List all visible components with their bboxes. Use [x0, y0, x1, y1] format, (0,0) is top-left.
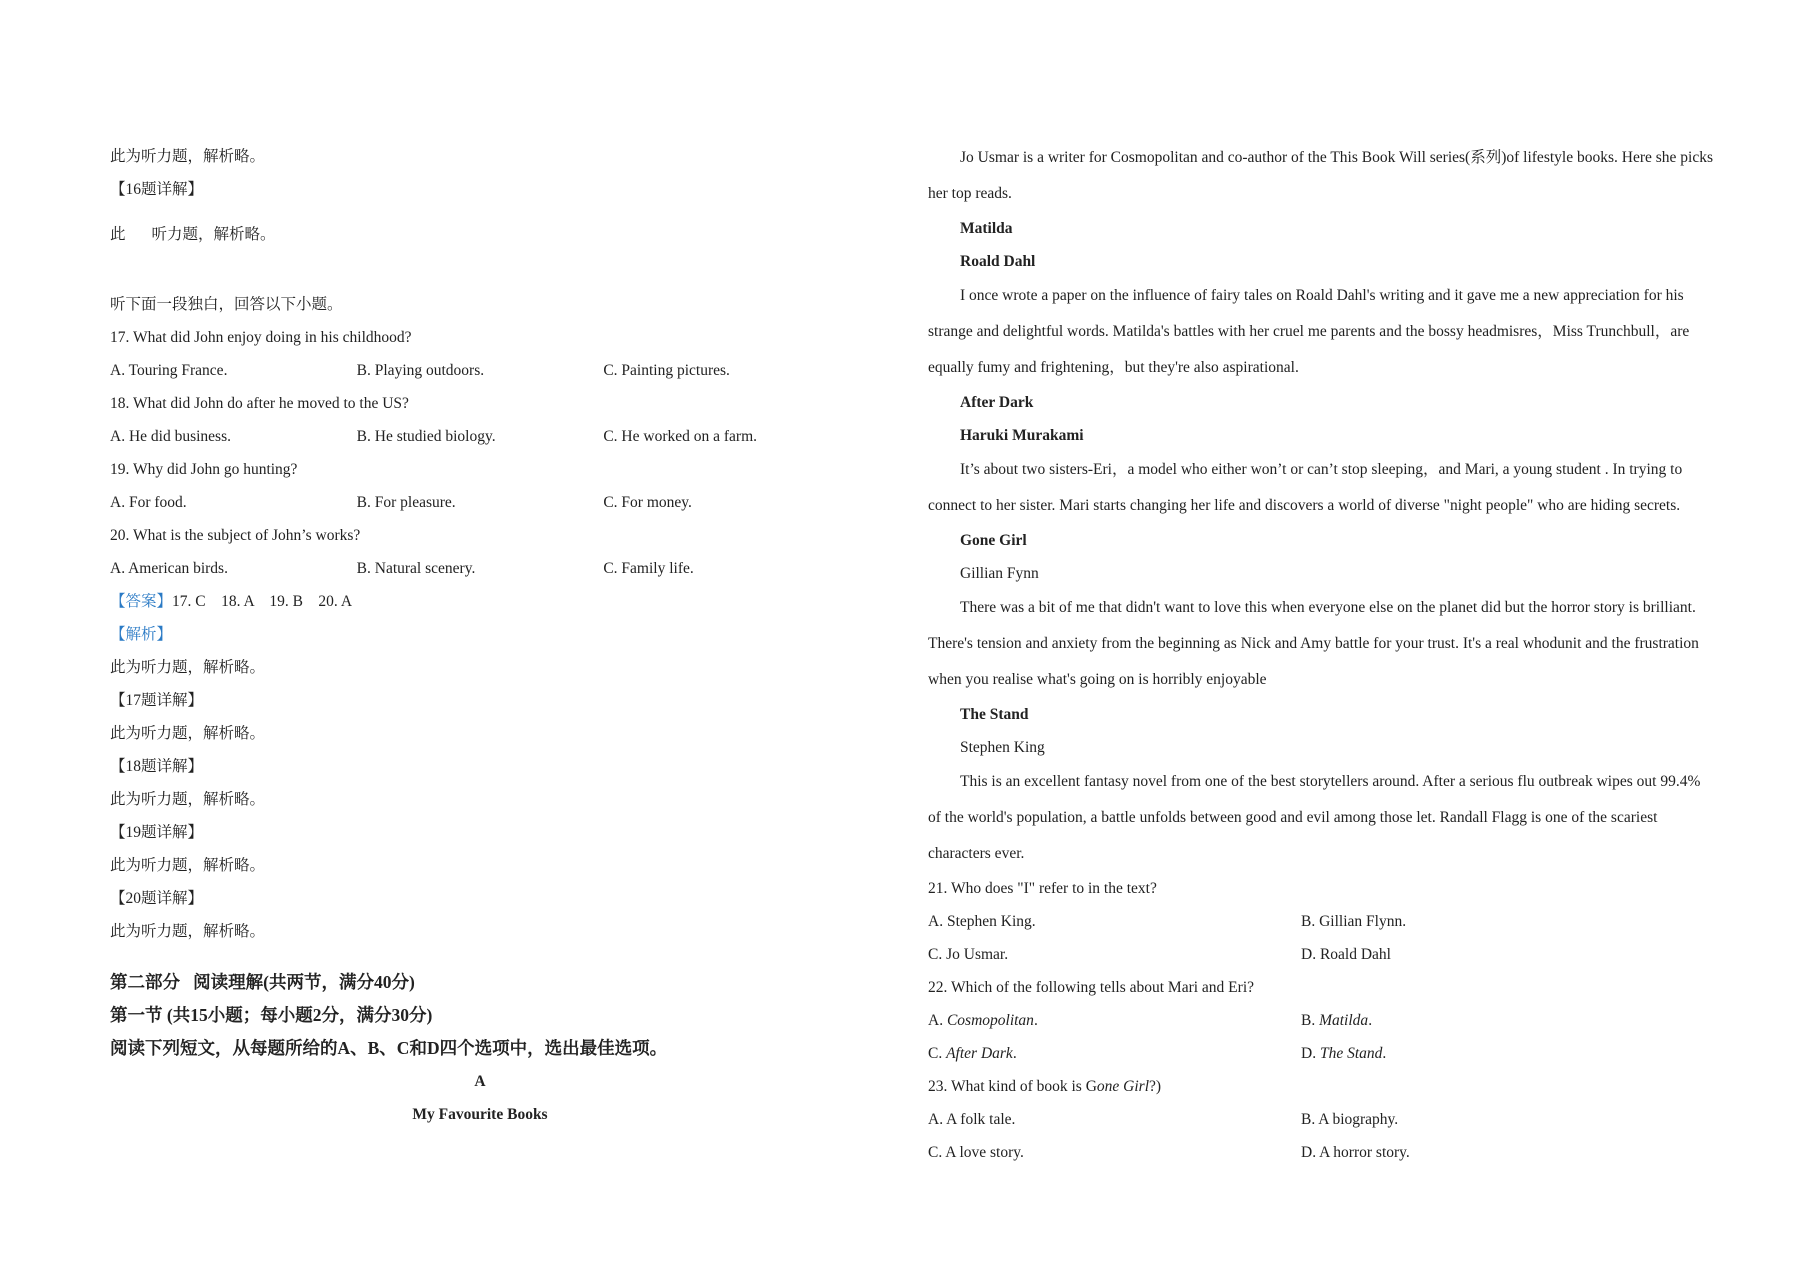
passage-title: My Favourite Books	[412, 1106, 548, 1123]
analysis-label: 【解析】	[110, 626, 173, 643]
options-23-row-1	[928, 1103, 1713, 1136]
passage-letter: A	[474, 1073, 486, 1090]
question-20: 20. What is the subject of John’s works?	[110, 527, 361, 544]
book-text-1: I once wrote a paper on the influence of fairy tales on Roald Dahl's writing and it gave me a new appreciation for his strange and delightful words. Matilda's battles with her cruel me parents and the bossy headmisres，Miss Trunchbull，are equally fumy and frightening，but they're also aspirational.	[928, 287, 1690, 376]
options-23-row-2	[928, 1136, 1713, 1169]
option: C. For money.	[603, 494, 692, 511]
option: A. For food.	[110, 494, 187, 511]
option: A. Touring France.	[110, 362, 228, 379]
option: A. A folk tale.	[928, 1111, 1016, 1128]
question-21: 21. Who does "I" refer to in the text?	[928, 880, 1157, 897]
options-17	[110, 354, 850, 387]
option: C. Painting pictures.	[603, 362, 730, 379]
listening-intro: 听下面一段独白，回答以下小题。	[110, 296, 343, 313]
answer-text: 17. C 18. A 19. B 20. A	[172, 593, 353, 610]
book-title-4: The Stand	[960, 706, 1029, 723]
option: A. Cosmopolitan.	[928, 1012, 1038, 1029]
answer-label: 【答案】	[110, 593, 173, 610]
detail-header-20: 【20题详解】	[110, 890, 204, 907]
answer-line	[110, 585, 850, 618]
book-author-2: Haruki Murakami	[960, 427, 1084, 444]
book-author-3: Gillian Fynn	[960, 565, 1039, 582]
question-17: 17. What did John enjoy doing in his childhood?	[110, 329, 412, 346]
book-text-3: There was a bit of me that didn't want to love this when everyone else on the planet did but the horror story is brilliant. There's tension and anxiety from the beginning as Nick and Amy battle for your trust. It's a real whodunit and the frustration when you realise what's going on is horribly enjoyable	[928, 599, 1699, 688]
option: B. Matilda.	[1301, 1012, 1373, 1029]
analysis-text: 此为听力题，解析略。	[110, 725, 266, 742]
option: D. The Stand.	[1301, 1045, 1387, 1062]
book-author-4: Stephen King	[960, 739, 1045, 756]
instruction-heading: 阅读下列短文，从每题所给的A、B、C和D四个选项中，选出最佳选项。	[110, 1038, 668, 1058]
option: D. A horror story.	[1301, 1144, 1410, 1161]
option: B. Natural scenery.	[356, 560, 476, 577]
options-20	[110, 552, 850, 585]
book-title-1: Matilda	[960, 220, 1013, 237]
right-column	[928, 140, 1713, 1169]
option: D. Roald Dahl	[1301, 946, 1391, 963]
option: C. Family life.	[603, 560, 694, 577]
detail-header-16: 【16题详解】	[110, 181, 204, 198]
options-19	[110, 486, 850, 519]
detail-header-18: 【18题详解】	[110, 758, 204, 775]
option: B. A biography.	[1301, 1111, 1399, 1128]
passage-intro: Jo Usmar is a writer for Cosmopolitan and co-author of the This Book Will series(系列)of lifestyle books. Here she picks her top reads.	[928, 149, 1713, 202]
options-22-row-2	[928, 1037, 1713, 1070]
options-21-row-2	[928, 938, 1713, 971]
option: A. He did business.	[110, 428, 231, 445]
detail-header-17: 【17题详解】	[110, 692, 204, 709]
detail-header-19: 【19题详解】	[110, 824, 204, 841]
option: B. For pleasure.	[356, 494, 456, 511]
analysis-text: 此为听力题，解析略。	[110, 857, 266, 874]
left-column	[110, 140, 850, 1131]
option: C. He worked on a farm.	[603, 428, 758, 445]
book-text-4: This is an excellent fantasy novel from one of the best storytellers around. After a serious flu outbreak wipes out 99.4% of the world's population, a battle unfolds between good and evil among those let. Randall Flagg is one of the scariest characters ever.	[928, 773, 1701, 862]
part-heading: 第二部分 阅读理解(共两节，满分40分)	[110, 972, 415, 992]
options-22-row-1	[928, 1004, 1713, 1037]
option: C. A love story.	[928, 1144, 1024, 1161]
question-18: 18. What did John do after he moved to the US?	[110, 395, 409, 412]
question-22: 22. Which of the following tells about Mari and Eri?	[928, 979, 1254, 996]
option: A. American birds.	[110, 560, 228, 577]
book-title-3: Gone Girl	[960, 532, 1027, 549]
question-23: 23. What kind of book is Gone Girl?)	[928, 1078, 1162, 1095]
analysis-text: 此为听力题，解析略。	[110, 148, 266, 165]
section-heading: 第一节 (共15小题；每小题2分，满分30分)	[110, 1005, 433, 1025]
question-19: 19. Why did John go hunting?	[110, 461, 298, 478]
option: B. Playing outdoors.	[356, 362, 485, 379]
book-author-1: Roald Dahl	[960, 253, 1036, 270]
option: C. Jo Usmar.	[928, 946, 1009, 963]
options-21-row-1	[928, 905, 1713, 938]
analysis-text: 此为听力题，解析略。	[110, 923, 266, 940]
analysis-text: 此为听力题，解析略。	[110, 659, 266, 676]
analysis-text-16: 此 听力题，解析略。	[110, 226, 276, 243]
option: C. After Dark.	[928, 1045, 1017, 1062]
analysis-text: 此为听力题，解析略。	[110, 791, 266, 808]
book-text-2: It’s about two sisters-Eri，a model who either won’t or can’t stop sleeping，and Mari, a young student . In trying to connect to her sister. Mari starts changing her life and discovers a world of diverse "night people" who are hiding secrets.	[928, 461, 1683, 514]
option: A. Stephen King.	[928, 913, 1036, 930]
options-18	[110, 420, 850, 453]
option: B. He studied biology.	[356, 428, 496, 445]
book-title-2: After Dark	[960, 394, 1034, 411]
option: B. Gillian Flynn.	[1301, 913, 1407, 930]
